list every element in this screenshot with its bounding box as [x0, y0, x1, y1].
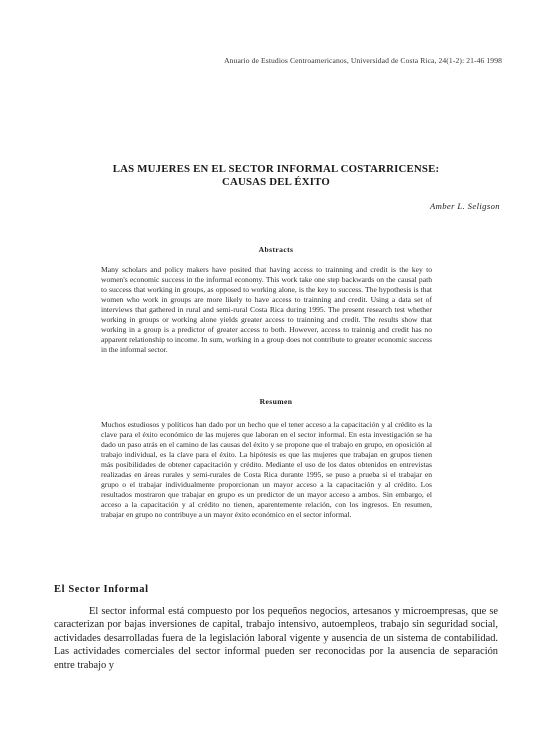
abstract-body: Many scholars and policy makers have posited that having access to trainning and credit is the key to women's economic success in the informal economy. This work take one step backwards on the causal path to success that working in groups, as opposed to working alone, is the key to success. The hypothesis is that women who work in groups are more likely to have access to trainning and credit. Using a data set of interviews that gathered in rural and semi-rural Costa Rica during 1995. The present research test whether working in groups or working alone yields greater access to trainning and credit. The results show that working in a group is a predictor of greater access to both. However, access to trainnig and credit has no apparent relationship to income. In sum, working in a group does not contribute to greater economic success in the informal sector.: [101, 265, 432, 355]
resumen-body: Muchos estudiosos y políticos han dado por un hecho que el tener acceso a la capacitación y al crédito es la clave para el éxito económico de las mujeres que laboran en el sector informal. En esta investigación se ha dado un paso atrás en el camino de las causas del éxito y se propone que el trabajo en grupo, en oposición al trabajo individual, es la clave para el éxito. La hipótesis es que las mujeres que trabajan en grupos tienen más posibilidades de obtener capacitación y crédito. Mediante el uso de los datos obtenidos en entrevistas realizadas en áreas rurales y semi-rurales de Costa Rica durante 1995, se puso a prueba si el trabajar en grupo o el trabajar individualmente proporcionan un mayor acceso a la capacitación y al crédito. Los resultados mostraron que trabajar en grupo es un predictor de un mayor acceso a ambos. Sin embargo, el acceso a la capacitación y al crédito no tienen, aparentemente relación, con los ingresos. En resumen, trabajar en grupo no contribuye a un mayor éxito económico en el sector informal.: [101, 420, 432, 520]
title-line-2: CAUSAS DEL ÉXITO: [221, 176, 330, 188]
resumen-heading: Resumen: [259, 397, 293, 406]
article-title: [60, 163, 492, 189]
abstract-heading: Abstracts: [258, 245, 294, 254]
running-head: Anuario de Estudios Centroamericanos, Universidad de Costa Rica, 24(1-2): 21-46 1998: [224, 56, 502, 65]
title-line-1: LAS MUJERES EN EL SECTOR INFORMAL COSTARRICENSE:: [112, 163, 440, 175]
body-paragraph: El sector informal está compuesto por los pequeños negocios, artesanos y microempresas, que se caracterizan por bajas inversiones de capital, trabajo intensivo, autoempleos, trabajo sin seguridad social, actividades desarrolladas fuera de la legislación laboral vigente y ausencia de un sistema de contabilidad. Las actividades comerciales del sector informal pueden ser reconocidas por la ausencia de separación entre trabajo y: [54, 606, 498, 671]
section-heading: El Sector Informal: [54, 584, 149, 595]
author-name: Amber L. Seligson: [429, 201, 500, 211]
